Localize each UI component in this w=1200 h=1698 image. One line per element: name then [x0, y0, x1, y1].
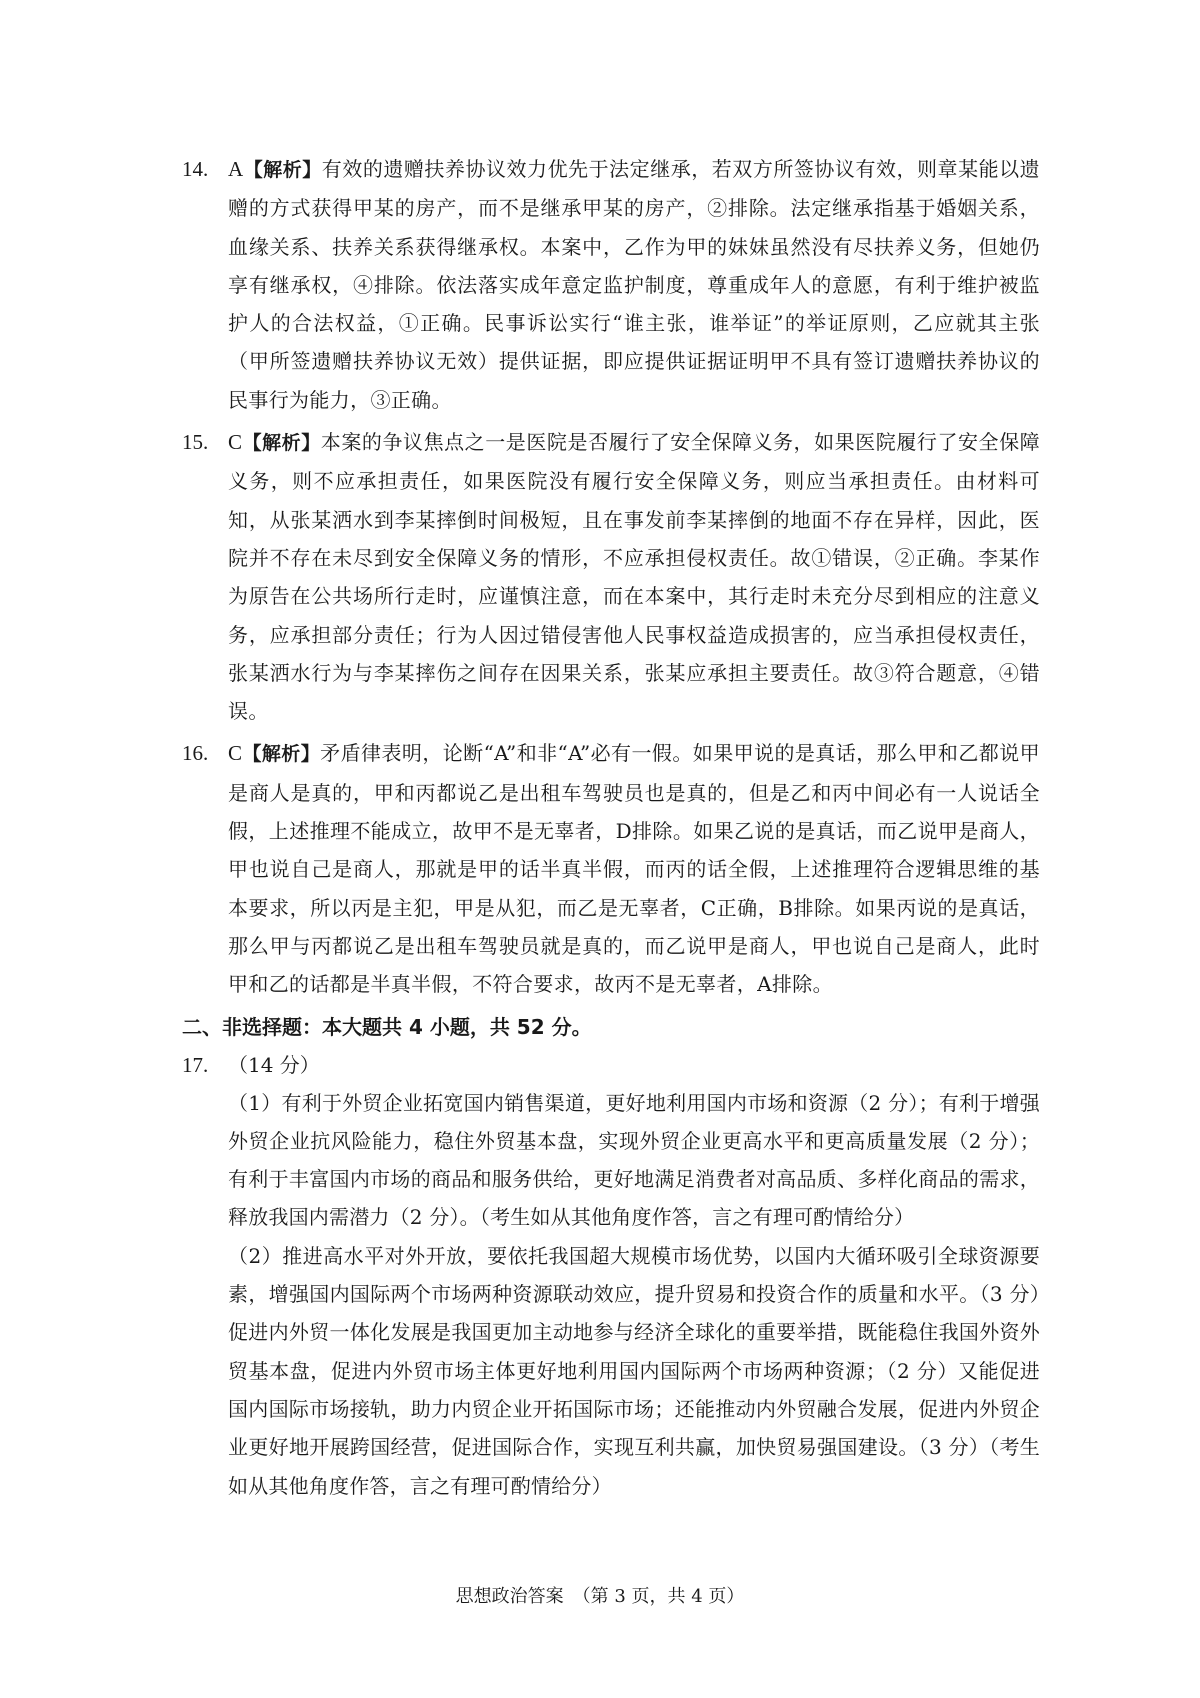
item-number: 17.: [182, 1052, 209, 1077]
item-answer: C: [228, 430, 243, 455]
question-score: （14 分）: [228, 1052, 320, 1077]
analysis-tag: 【解析】: [242, 432, 321, 455]
item-paragraph: [228, 734, 1040, 1003]
item-number: 15.: [182, 430, 209, 455]
item-text: 有效的遗赠扶养协议效力优先于法定继承，若双方所签协议有效，则章某能以遗赠的方式获得甲某的房产，而不是继承甲某的房产，②排除。法定继承指基于婚姻关系，血缘关系、扶养关系获得继承权。本案中，乙作为甲的妹妹虽然没有尽扶养义务，但她仍享有继承权，④排除。依法落实成年意定监护制度，尊重成年人的意愿，有利于维护被监护人的合法权益，①正确。民事诉讼实行“谁主张，谁举证”的举证原则，乙应就其主张（甲所签遗赠扶养协议无效）提供证据，即应提供证据证明甲不具有签订遗赠扶养协议的民事行为能力，③正确。: [228, 157, 1040, 412]
item-number: 14.: [182, 157, 209, 181]
item-text: 本案的争议焦点之一是医院是否履行了安全保障义务，如果医院履行了安全保障义务，则不应承担责任，如果医院没有履行安全保障义务，则应当承担责任。由材料可知，从张某洒水到李某摔倒时间极短，且在事发前李某摔倒的地面不存在异样，因此，医院并不存在未尽到安全保障义务的情形，不应承担侵权责任。故①错误，②正确。李某作为原告在公共场所行走时，应谨慎注意，而在本案中，其行走时未充分尽到相应的注意义务，应承担部分责任；行为人因过错侵害他人民事权益造成损害的，应当承担侵权责任，张某洒水行为与李某摔伤之间存在因果关系，张某应承担主要责任。故③符合题意，④错误。: [228, 430, 1041, 724]
page-footer: 思想政治答案 （第 3 页，共 4 页）: [455, 1586, 745, 1607]
item-answer: C: [228, 741, 243, 766]
question-17-part-2: （2）推进高水平对外开放，要依托我国超大规模市场优势，以国内大循环吸引全球资源要素，增强国内国际两个市场两种资源联动效应，提升贸易和投资合作的质量和水平。（3 分）促进内外贸一体化发展是我国更加主动地参与经济全球化的重要举措，既能稳住我国外资外贸基本盘，促进内外贸市场主体更好地利用国内国际两个市场两种资源；（2 分）又能促进国内国际市场接轨，助力内贸企业开拓国际市场；还能推动内外贸融合发展，促进内外贸企业更好地开展跨国经营，促进国际合作，实现互利共赢，加快贸易强国建设。（3 分）（考生如从其他角度作答，言之有理可酌情给分）: [228, 1243, 1040, 1498]
section-heading: 二、非选择题：本大题共 4 小题，共 52 分。: [182, 1014, 592, 1039]
answer-content: [182, 150, 1040, 1505]
answer-item-16: [182, 734, 1040, 1003]
item-answer: A: [228, 157, 244, 181]
analysis-tag: 【解析】: [242, 743, 321, 766]
answer-item-14: [182, 150, 1040, 419]
item-text: 矛盾律表明，论断“A”和非“A”必有一假。如果甲说的是真话，那么甲和乙都说甲是商人是真的，甲和丙都说乙是出租车驾驶员也是真的，但是乙和丙中间必有一人说话全假，上述推理不能成立，故甲不是无辜者，D排除。如果乙说的是真话，而乙说甲是商人，甲也说自己是商人，那就是甲的话半真半假，而丙的话全假，上述推理符合逻辑思维的基本要求，所以丙是主犯，甲是从犯，而乙是无辜者，C正确，B排除。如果丙说的是真话，那么甲与丙都说乙是出租车驾驶员就是真的，而乙说甲是商人，甲也说自己是商人，此时甲和乙的话都是半真半假，不符合要求，故丙不是无辜者，A排除。: [228, 741, 1040, 997]
answer-item-15: [182, 423, 1040, 730]
item-number: 16.: [182, 741, 209, 766]
item-paragraph: [228, 150, 1040, 419]
question-17-part-1: （1）有利于外贸企业拓宽国内销售渠道，更好地利用国内市场和资源（2 分）；有利于增强外贸企业抗风险能力，稳住外贸基本盘，实现外贸企业更高水平和更高质量发展（2 分）；有利于丰富国内市场的商品和服务供给，更好地满足消费者对高品质、多样化商品的需求，释放我国内需潜力（2 分）。（考生如从其他角度作答，言之有理可酌情给分）: [228, 1090, 1040, 1230]
analysis-tag: 【解析】: [243, 159, 322, 181]
item-paragraph: [228, 423, 1040, 730]
question-17-header: [182, 1046, 1040, 1084]
